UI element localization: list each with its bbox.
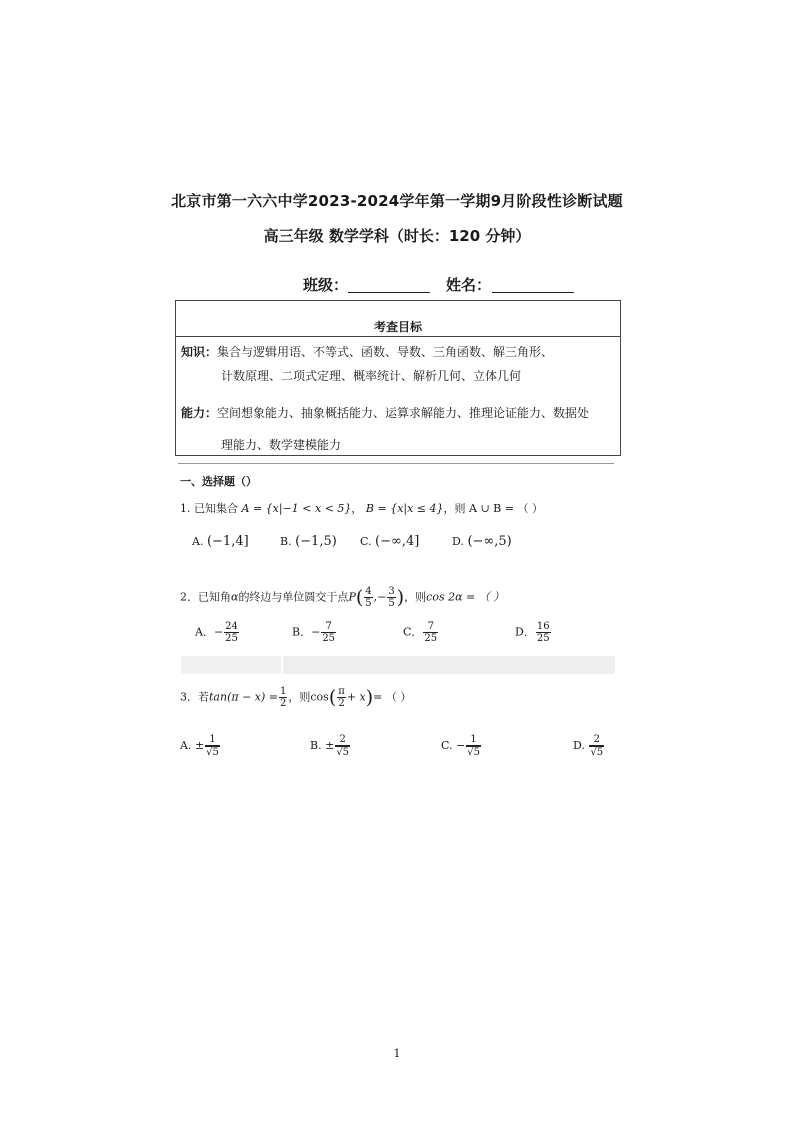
paren-open: ( <box>355 586 364 609</box>
q1-set-b: B = {x|x ≤ 4} <box>365 502 444 515</box>
q3-option-a[interactable] <box>180 734 221 758</box>
option-label: A． <box>195 625 214 639</box>
option-fraction <box>205 734 220 758</box>
numerator: 1 <box>280 686 287 697</box>
page-number: 1 <box>393 1047 401 1060</box>
option-label: C. <box>360 535 372 548</box>
objectives-heading: 考查目标 <box>373 320 422 334</box>
denominator: √5 <box>467 747 480 758</box>
option-sign: − <box>311 625 321 639</box>
section-divider <box>178 463 614 464</box>
option-sign: ± <box>325 739 335 752</box>
denominator: 5 <box>388 598 395 609</box>
q2-mid: 的终边与单位圆交于点 <box>238 590 349 604</box>
knowledge-text-1: 集合与逻辑用语、不等式、函数、导数、三角函数、解三角形、 <box>217 345 554 359</box>
q3-option-d[interactable] <box>573 734 605 758</box>
knowledge-line-1 <box>181 343 553 360</box>
objectives-header <box>176 301 620 337</box>
q2-option-d[interactable] <box>515 621 552 644</box>
numerator: 2 <box>335 734 350 746</box>
numerator: 1 <box>205 734 220 746</box>
exam-subtitle: 高三年级 数学学科（时长：120 分钟） <box>263 227 531 245</box>
option-label: D. <box>452 535 464 548</box>
q1-set-a: A = {x|−1 < x < 5} <box>241 502 352 515</box>
scan-shading <box>283 656 615 674</box>
denominator: 25 <box>424 633 438 644</box>
q3-option-c[interactable] <box>441 734 482 758</box>
q1-prefix: 1. 已知集合 <box>180 502 238 515</box>
option-value: (−1,4] <box>206 534 249 549</box>
numerator: 2 <box>589 734 604 746</box>
q2-prefix: 2．已知角 <box>180 590 231 604</box>
q1-option-c[interactable] <box>360 534 419 549</box>
q1-option-b[interactable] <box>280 534 337 549</box>
option-sign: ± <box>194 739 205 752</box>
option-sign: − <box>213 625 224 639</box>
numerator: 16 <box>536 621 550 632</box>
ability-text-2: 理能力、数学建模能力 <box>221 438 342 452</box>
q1-sep: ， <box>351 502 363 515</box>
option-fraction <box>321 621 336 644</box>
paren-close: ) <box>365 686 374 709</box>
option-value: (−1,5) <box>295 534 337 549</box>
q1-option-a[interactable] <box>192 534 249 549</box>
q3-ask: = （ ） <box>373 690 412 704</box>
q3-mid: ，则 <box>288 690 311 704</box>
q2-px-fraction <box>364 586 372 609</box>
option-label: C. <box>441 739 453 752</box>
denominator: √5 <box>336 747 350 758</box>
numerator: 3 <box>388 586 395 597</box>
option-fraction <box>466 734 481 758</box>
option-label: D. <box>573 739 585 752</box>
q2-option-a[interactable] <box>195 621 240 644</box>
q3-prefix: 3．若 <box>180 690 209 704</box>
section-title: 一、选择题（） <box>180 475 257 488</box>
question-1 <box>180 500 543 516</box>
scan-shading <box>181 656 281 674</box>
denominator: 25 <box>322 633 336 644</box>
paren-close: ) <box>396 586 405 609</box>
q2-ask: ，则 <box>404 590 427 604</box>
option-label: B. <box>310 739 322 752</box>
q3-lhs: tan(π − x) = <box>209 690 279 704</box>
ability-label: 能力： <box>181 406 218 420</box>
q2-expr: cos 2α = （ ） <box>426 590 505 604</box>
ability-line-1 <box>181 404 589 421</box>
option-fraction <box>335 734 350 758</box>
denominator: √5 <box>206 747 219 758</box>
numerator: 1 <box>466 734 481 746</box>
denominator: √5 <box>590 747 604 758</box>
numerator: 24 <box>225 621 238 632</box>
class-label: 班级： <box>303 276 349 294</box>
q3-option-b[interactable] <box>310 734 351 758</box>
option-label: A. <box>180 739 192 752</box>
ability-text-1: 空间想象能力、抽象概括能力、运算求解能力、推理论证能力、数据处 <box>217 406 590 420</box>
q2-option-c[interactable] <box>403 621 439 644</box>
name-label: 姓名： <box>446 276 492 294</box>
name-blank[interactable] <box>492 292 574 293</box>
q1-ask: ，则 A ∪ B = （ ） <box>443 502 543 515</box>
knowledge-text-2: 计数原理、二项式定理、概率统计、解析几何、立体几何 <box>221 369 522 383</box>
option-sign: − <box>456 739 466 752</box>
q2-point: P <box>348 590 356 604</box>
option-fraction <box>423 621 438 644</box>
exam-title: 北京市第一六六中学2023-2024学年第一学期9月阶段性诊断试题 <box>171 192 623 210</box>
option-label: C． <box>403 625 423 639</box>
question-2: 2．已知角α的终边与单位圆交于点P( $\frac{4}{5}$ ,− $\frac{3}{5}$ )，则cos 2α = （ ） <box>180 586 505 609</box>
paren-open: ( <box>328 686 337 709</box>
q2-option-b[interactable] <box>292 621 337 644</box>
question-3 <box>180 686 411 709</box>
denominator: 2 <box>280 698 287 709</box>
q1-option-d[interactable] <box>452 534 512 549</box>
numerator: 7 <box>423 621 438 633</box>
q3-arg-tail: + x <box>346 690 366 704</box>
q3-arg-fraction <box>337 686 346 709</box>
denominator: 5 <box>365 598 372 609</box>
option-value: (−∞,5) <box>467 534 512 549</box>
q3-rhs-fraction <box>279 686 287 709</box>
q2-py-sign: − <box>377 590 387 604</box>
numerator: 7 <box>321 621 336 633</box>
numerator: π <box>338 686 345 697</box>
option-label: D． <box>515 625 535 639</box>
q2-alpha: α <box>231 590 239 604</box>
denominator: 2 <box>338 698 345 709</box>
denominator: 25 <box>536 633 550 644</box>
option-label: A. <box>192 535 204 548</box>
knowledge-label: 知识： <box>181 345 218 359</box>
q2-py-fraction <box>387 586 395 609</box>
class-blank[interactable] <box>348 292 430 293</box>
option-fraction <box>589 734 604 758</box>
option-value: (−∞,4] <box>375 534 420 549</box>
objectives-box <box>175 300 621 456</box>
numerator: 4 <box>365 586 372 597</box>
q3-cos: cos <box>310 690 329 704</box>
denominator: 25 <box>225 633 238 644</box>
option-label: B． <box>292 625 312 639</box>
option-fraction <box>224 621 239 644</box>
option-fraction <box>536 621 551 644</box>
option-label: B. <box>280 535 292 548</box>
